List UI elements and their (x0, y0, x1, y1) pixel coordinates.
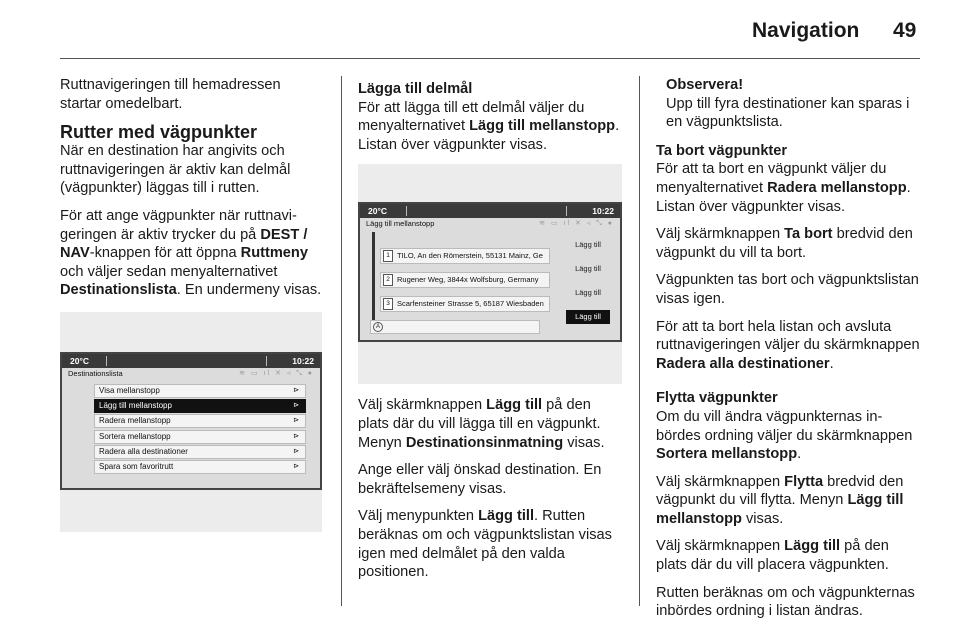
screenshot-add-waypoint (358, 164, 622, 384)
add-button[interactable]: Lägg till (575, 288, 601, 298)
clock: 10:22 (292, 355, 314, 366)
temperature: 20°C (368, 206, 387, 217)
column-divider (341, 76, 342, 606)
status-bar (62, 354, 320, 368)
paragraph: För att ta bort hela listan och avsluta ruttnavigeringen väljer du skärmknappen Radera alla destinationer. (656, 318, 920, 372)
status-icons: ≋ ▭ ıl ✕ ◃ ⤡ ● (539, 220, 614, 228)
page-header (0, 0, 960, 62)
destination-field[interactable] (370, 320, 540, 334)
menu-item[interactable]: Spara som favoritrutt ⊳ (94, 460, 306, 474)
waypoint-field[interactable]: 3 Scarfensteiner Strasse 5, 65187 Wiesbaden (380, 296, 550, 312)
paragraph: För att ta bort en vägpunkt väljer du menyalternativet Radera mellanstopp. Listan över vägpunkter visas. (656, 161, 911, 215)
menu-item[interactable]: Lägg till mellanstopp ⊳ (94, 399, 306, 413)
status-bar (360, 204, 620, 218)
arrow-right-icon: ⊳ (293, 432, 299, 440)
menu-list (94, 384, 306, 475)
paragraph: Ange eller välj önskad destination. En bekräftelsemeny visas. (358, 462, 602, 497)
add-button[interactable]: Lägg till (575, 264, 601, 274)
waypoint-number: 3 (383, 298, 393, 310)
arrow-right-icon: ⊳ (293, 447, 299, 455)
paragraph: Om du vill ändra vägpunkternas inbördes ordning väljer du skärmknappen Sortera mellanstopp. (656, 408, 913, 463)
paragraph: Välj skärmknappen Flytta bredvid den vägpunkt du vill flytta. Menyn Lägg till mellanstopp visas. (656, 473, 904, 527)
add-button[interactable]: Lägg till (575, 240, 601, 250)
note-block (656, 76, 922, 132)
section-heading: Rutter med vägpunkter (60, 122, 258, 143)
waypoint-number: 2 (383, 274, 393, 286)
paragraph: Välj skärmknappen Lägg till på den plats där du vill placera vägpunkten. (656, 538, 889, 574)
note-text: Upp till fyra destinationer kan sparas i en vägpunktslista. (666, 95, 910, 131)
paragraph: Välj skärmknappen Lägg till på den plats där du vill lägga till en vägpunkt. Menyn Destinationsinmatning visas. (358, 397, 605, 451)
infotainment-screen (60, 352, 322, 490)
temperature: 20°C (70, 355, 89, 366)
paragraph: Välj menypunkten Lägg till. Rutten beräknas om och vägpunktslistan visas igen med delmålet på den valda positionen. (358, 508, 612, 581)
note-title: Observera! (666, 77, 744, 93)
paragraph: Välj skärmknappen Ta bort bredvid den vägpunkt du vill ta bort. (656, 226, 913, 261)
screen-title: Lägg till mellanstopp ≋ ▭ ıl ✕ ◃ ⤡ ● (366, 219, 614, 229)
column-1 (60, 76, 322, 532)
paragraph: Rutten beräknas om och vägpunkternas inbördes ordning i listan ändras. (656, 584, 915, 620)
column-3 (656, 76, 922, 630)
menu-item[interactable]: Radera mellanstopp ⊳ (94, 414, 306, 428)
intro-paragraph: Ruttnavigeringen till hemadressen startar omedelbart. (60, 77, 281, 112)
page-number: 49 (893, 19, 917, 42)
arrow-right-icon: ⊳ (293, 417, 299, 425)
paragraph: Vägpunkten tas bort och vägpunktslistan visas igen. (656, 272, 919, 307)
header-title: Navigation (752, 19, 860, 42)
subsection-heading: Lägga till delmål (358, 81, 473, 97)
subsection-heading: Ta bort vägpunkter (656, 142, 788, 159)
clock: 10:22 (592, 206, 614, 217)
waypoint-field[interactable]: 2 Rugener Weg, 3844x Wolfsburg, Germany (380, 272, 550, 288)
menu-item[interactable]: Visa mellanstopp ⊳ (94, 384, 306, 398)
add-button[interactable]: Lägg till (566, 310, 610, 324)
status-icons: ≋ ▭ ıl ✕ ◃ ⤡ ● (239, 369, 314, 377)
subsection-heading: Flytta vägpunkter (656, 390, 778, 407)
arrow-right-icon: ⊳ (293, 462, 299, 470)
header-rule (60, 58, 920, 59)
screen-title: Destinationslista ≋ ▭ ıl ✕ ◃ ⤡ ● (68, 368, 314, 378)
paragraph: För att ange vägpunkter när ruttnavigeringen är aktiv trycker du på DEST / NAV-knappen för att öppna Ruttmeny och väljer sedan menyalternativet Destinationslista. En undermeny visas. (60, 207, 322, 299)
screenshot-destination-list (60, 312, 322, 532)
destination-flag-icon: A (373, 322, 383, 332)
infotainment-screen (358, 202, 622, 342)
menu-item[interactable]: Sortera mellanstopp ⊳ (94, 430, 306, 444)
arrow-right-icon: ⊳ (293, 386, 299, 394)
waypoint-field[interactable]: 1 TILO, An den Römerstein, 55131 Mainz, Ge (380, 248, 550, 264)
arrow-right-icon: ⊳ (293, 402, 299, 410)
waypoint-number: 1 (383, 250, 393, 262)
paragraph: För att lägga till ett delmål väljer du menyalternativet Lägg till mellanstopp. Listan över vägpunkter visas. (358, 99, 620, 153)
paragraph: När en destination har angivits och ruttnavigeringen är aktiv kan delmål (vägpunkter) läggas till i rutten. (60, 143, 291, 197)
column-2 (358, 80, 624, 591)
column-divider (639, 76, 640, 606)
menu-item[interactable]: Radera alla destinationer ⊳ (94, 445, 306, 459)
